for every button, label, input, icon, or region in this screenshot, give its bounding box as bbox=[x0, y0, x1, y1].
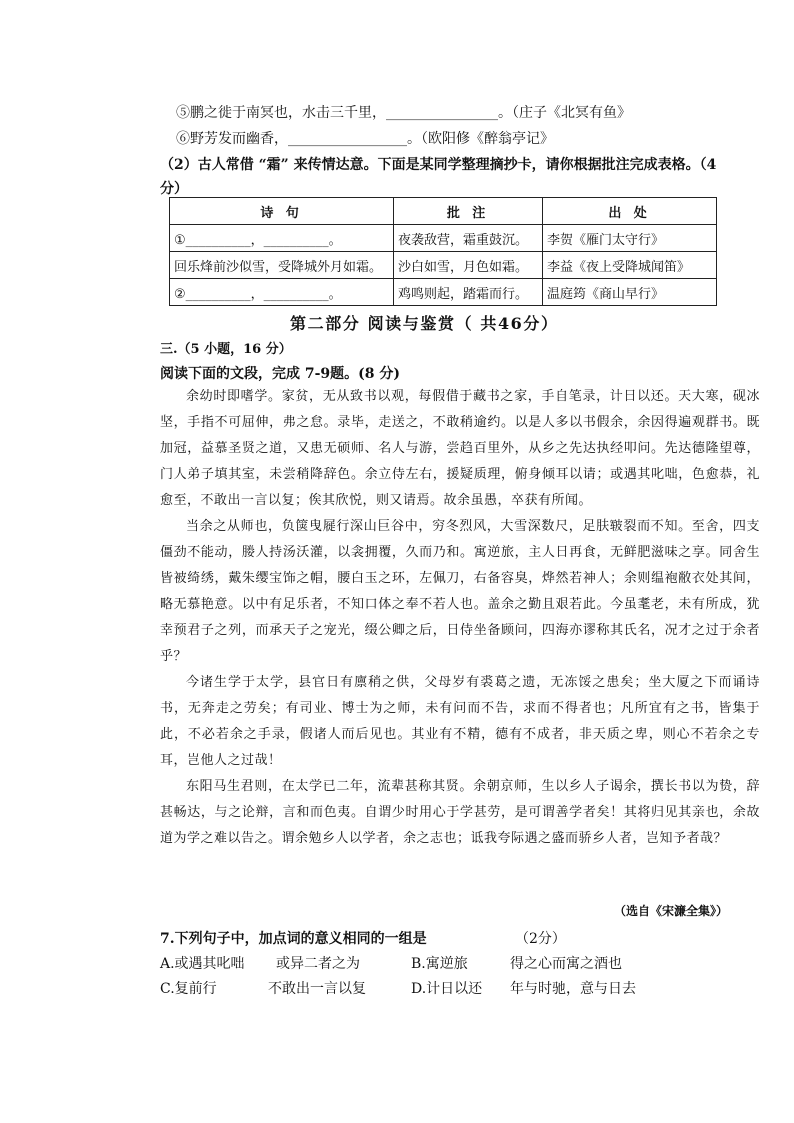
passage-paragraph: 余幼时即嗜学。家贫，无从致书以观，每假借于藏书之家，手自笔录，计日以还。天大寒，砚冰坚，手指不可屈伸，弗之怠。录毕，走送之，不敢稍逾约。以是人多以书假余，余因得遍观群书。既加冠，益慕圣贤之道，又患无硕师、名人与游，尝趋百里外，从乡之先达执经叩问。先达德隆望尊，门人弟子填其室，未尝稍降辞色。余立侍左右，援疑质理，俯身倾耳以请；或遇其叱咄，色愈恭，礼愈至，不敢出一言以复；俟其欣悦，则又请焉。故余虽愚，卒获有所闻。 bbox=[160, 389, 760, 508]
table-cell: ①__________，__________。 bbox=[170, 225, 394, 252]
option-c-pair: 不敢出一言以复 bbox=[268, 981, 366, 997]
option-a[interactable]: A.或遇其叱咄 bbox=[160, 956, 245, 972]
table-row bbox=[170, 279, 717, 306]
option-a-pair: 或异二者之为 bbox=[276, 956, 360, 972]
header-annotation: 批 注 bbox=[394, 198, 543, 225]
table-cell: 回乐烽前沙似雪，受降城外月如霜。 bbox=[170, 252, 394, 279]
passage bbox=[160, 384, 760, 852]
passage-paragraph: 东阳马生君则，在太学已二年，流辈甚称其贤。余朝京师，生以乡人子谒余，撰长书以为贽，辞甚畅达，与之论辩，言和而色夷。自谓少时用心于学甚劳，是可谓善学者矣！其将归见其亲也，余故道为学之难以告之。谓余勉乡人以学者，余之志也；诋我夸际遇之盛而骄乡人者，岂知予者哉？ bbox=[160, 779, 760, 846]
table-cell: 李益《夜上受降城闻笛》 bbox=[543, 252, 717, 279]
reading-intro: 阅读下面的文段，完成 7-9题。(8 分) bbox=[160, 366, 401, 382]
table-cell: 李贺《雁门太守行》 bbox=[543, 225, 717, 252]
option-d[interactable]: D.计日以还 bbox=[411, 981, 483, 997]
question-7-stem: 7.下列句子中，加点词的意义相同的一组是 bbox=[160, 931, 427, 947]
table-cell: 沙白如雪，月色如霜。 bbox=[394, 252, 543, 279]
option-b-pair: 得之心而寓之酒也 bbox=[510, 956, 622, 972]
table-cell: ②__________，__________。 bbox=[170, 279, 394, 306]
header-source: 出 处 bbox=[543, 198, 717, 225]
fill-line-6: ⑥野芳发而幽香，_________________。（欧阳修《醉翁亭记》 bbox=[176, 131, 554, 147]
question-7-score: （2分） bbox=[515, 931, 566, 947]
header-poem: 诗 句 bbox=[170, 198, 394, 225]
passage-paragraph: 当余之从师也，负箧曳屣行深山巨谷中，穷冬烈风，大雪深数尺，足肤皲裂而不知。至舍，四支僵劲不能动，媵人持汤沃灌，以衾拥覆，久而乃和。寓逆旅，主人日再食，无鲜肥滋味之享。同舍生皆被绮绣，戴朱缨宝饰之帽，腰白玉之环，左佩刀，右备容臭，烨然若神人；余则缊袍敝衣处其间，略无慕艳意。以中有足乐者，不知口体之奉不若人也。盖余之勤且艰若此。今虽耄老，未有所成，犹幸预君子之列，而承天子之宠光，缀公卿之后，日侍坐备顾问，四海亦谬称其氏名，况才之过于余者乎？ bbox=[160, 519, 760, 664]
option-c[interactable]: C.复前行 bbox=[160, 981, 217, 997]
option-b[interactable]: B.寓逆旅 bbox=[411, 956, 468, 972]
part2-title: 第二部分 阅读与鉴赏（ 共46分） bbox=[290, 314, 559, 333]
table-cell: 夜袭敌营，霜重鼓沉。 bbox=[394, 225, 543, 252]
table-row bbox=[170, 252, 717, 279]
question-2-line2: 分） bbox=[160, 181, 188, 197]
source-citation: （选自《宋濂全集》） bbox=[613, 904, 728, 918]
question-2-line1: （2）古人常借 “霜” 来传情达意。下面是某同学整理摘抄卡，请你根据批注完成表格。（4 bbox=[160, 157, 717, 173]
poem-table bbox=[169, 197, 717, 306]
option-d-pair: 年与时驰，意与日去 bbox=[510, 981, 636, 997]
table-row bbox=[170, 225, 717, 252]
table-cell: 鸡鸣则起，踏霜而行。 bbox=[394, 279, 543, 306]
fill-line-5: ⑤鹏之徙于南冥也，水击三千里，________________。（庄子《北冥有鱼》 bbox=[176, 105, 631, 121]
passage-paragraph: 今诸生学于太学，县官日有廪稍之供，父母岁有裘葛之遗，无冻馁之患矣；坐大厦之下而诵诗书，无奔走之劳矣；有司业、博士为之师，未有问而不告，求而不得者也；凡所宜有之书，皆集于此，不必若余之手录，假诸人而后见也。其业有不精，德有不成者，非天质之卑，则心不若余之专耳，岂他人之过哉！ bbox=[160, 675, 760, 768]
section-3-heading: 三.（5 小题，16 分） bbox=[160, 342, 292, 357]
table-cell: 温庭筠《商山早行》 bbox=[543, 279, 717, 306]
table-header-row bbox=[170, 198, 717, 225]
